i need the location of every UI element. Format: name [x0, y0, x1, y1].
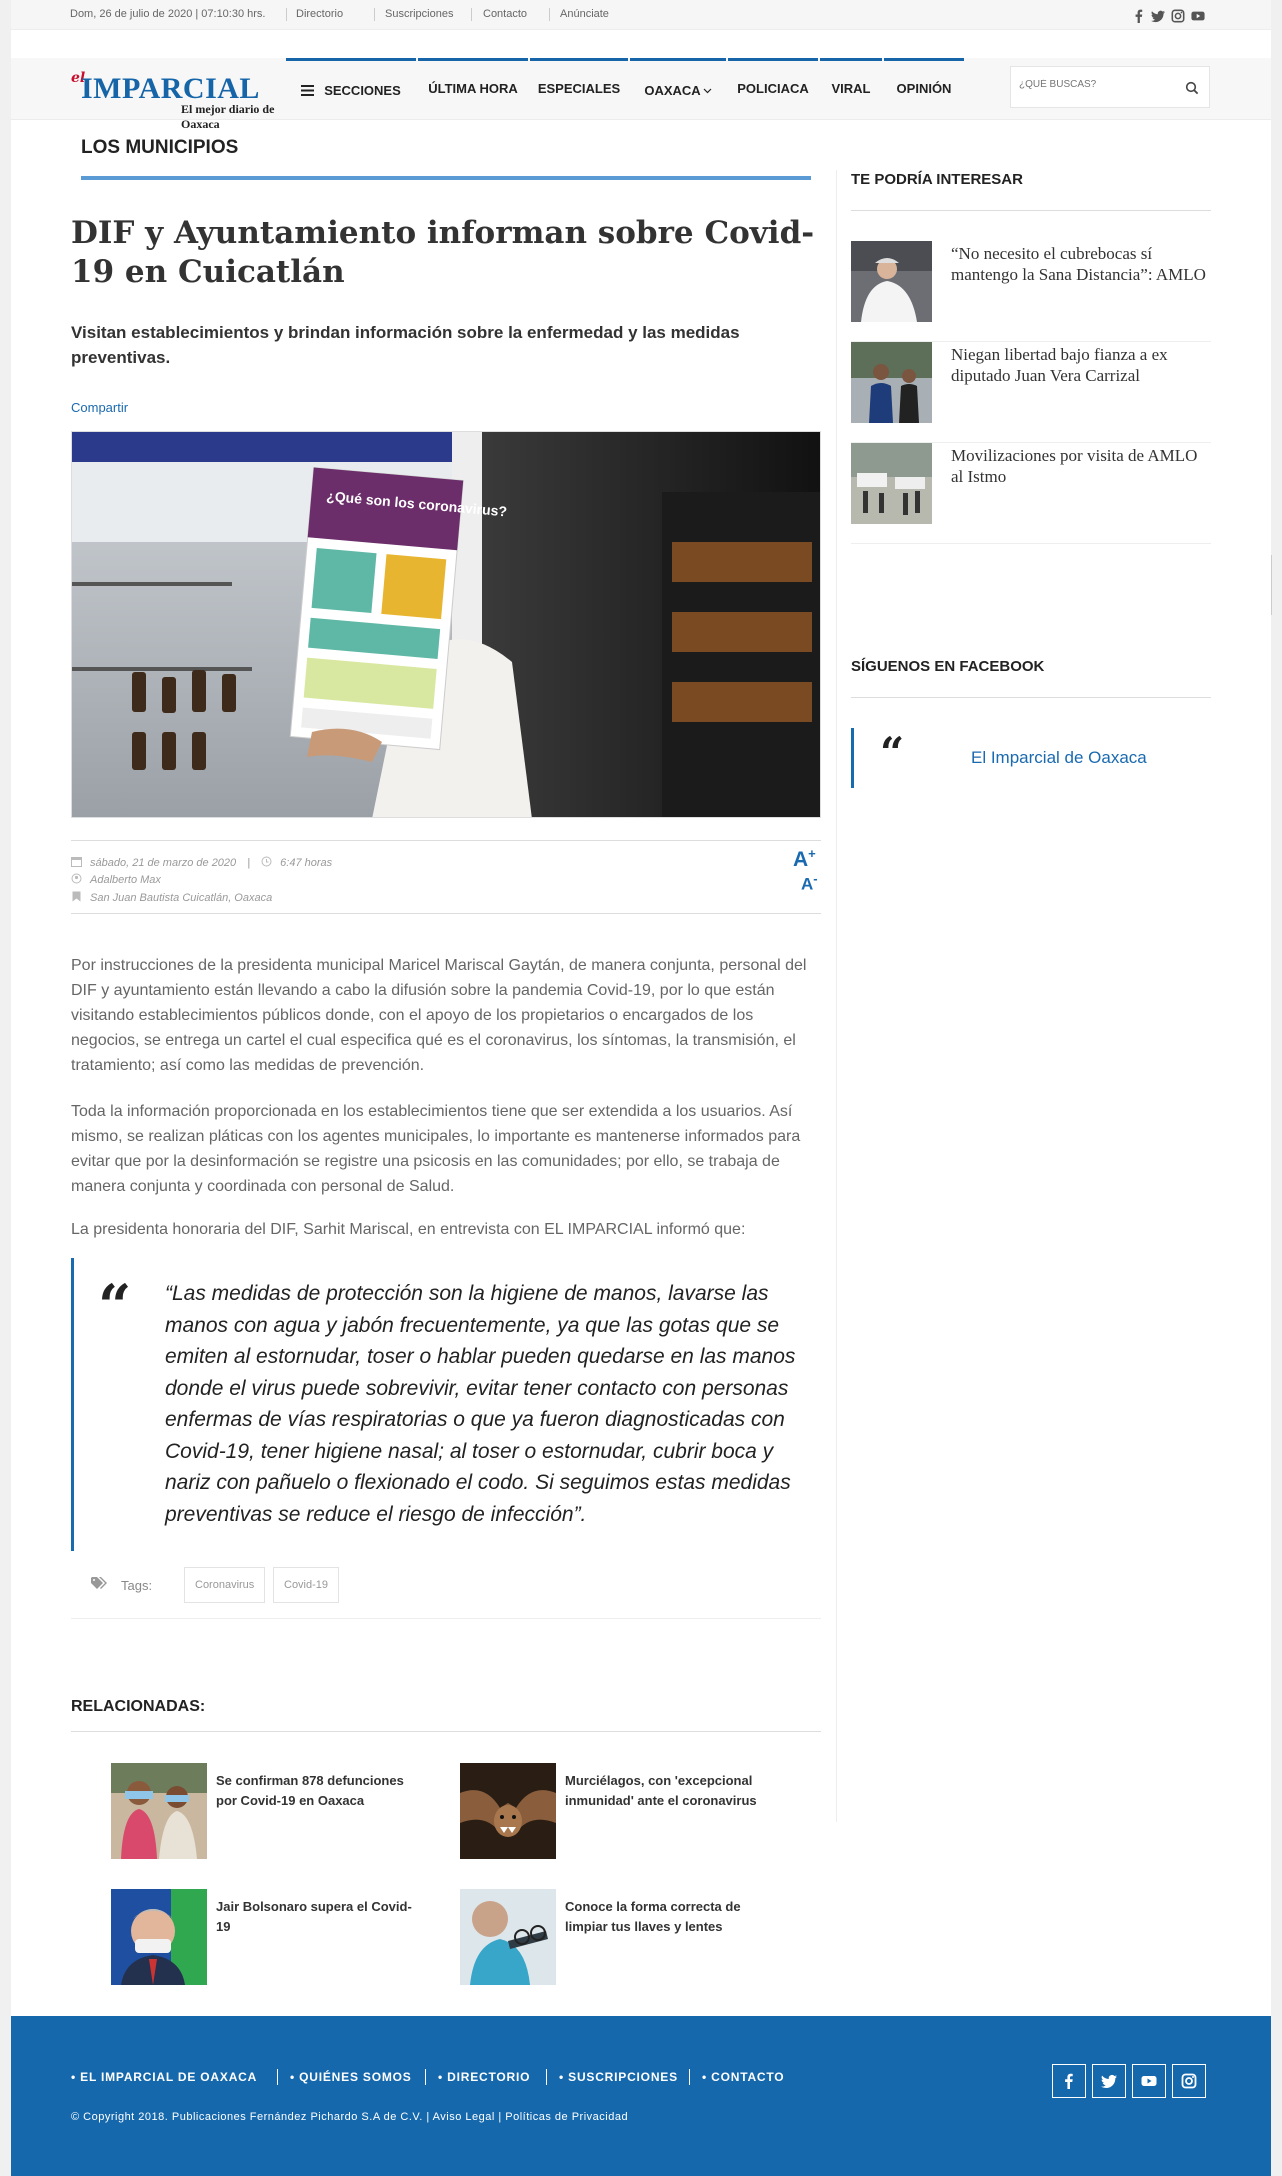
related-thumbnail-illustration [111, 1763, 207, 1859]
nav-especiales[interactable]: ESPECIALES [530, 58, 628, 120]
facebook-page-link[interactable]: El Imparcial de Oaxaca [971, 748, 1147, 767]
meta-time: 6:47 horas [280, 857, 333, 869]
related-divider [71, 1731, 821, 1732]
related-thumbnail [111, 1763, 207, 1859]
font-decrease-letter: A [801, 874, 814, 894]
instagram-icon[interactable] [1171, 9, 1185, 23]
topbar-link-anunciate[interactable]: Anúnciate [560, 8, 609, 20]
related-thumbnail [460, 1763, 556, 1859]
footer-link-label: EL IMPARCIAL DE OAXACA [80, 2070, 258, 2084]
nav-oaxaca[interactable] [630, 58, 726, 120]
search-box [1010, 66, 1210, 108]
chevron-down-icon [703, 88, 712, 94]
font-decrease-sign: - [813, 871, 818, 886]
quote-text: “Las medidas de protección son la higiene de manos, lavarse las manos con agua y jabón frecuentemente, ya que las gotas que se emiten al estornudar, toser o hablar pueden quedarse en las manos donde el virus puede sobrevivir, evitar tener contacto con personas enfermas de vías respiratorias o que ya fueron diagnosticadas con Covid-19, tener higiene nasal; al toser o estornudar, cubrir boca y nariz con pañuelo o flexionado el codo. Si seguimos estas medidas preventivas se reduce el riesgo de infección”. [165, 1282, 796, 1526]
share-link[interactable]: Compartir [71, 400, 129, 415]
sidebar-divider [851, 210, 1211, 211]
related-thumbnail [111, 1889, 207, 1985]
clock-icon [261, 856, 272, 867]
footer-link-directorio[interactable]: • DIRECTORIO [438, 2070, 531, 2084]
related-item-title: Conoce la forma correcta de limpiar tus llaves y lentes [565, 1899, 741, 1934]
meta-author: Adalberto Max [90, 874, 161, 886]
footer-youtube-button[interactable] [1132, 2064, 1166, 2098]
meta-separator: | [247, 857, 251, 869]
nav-opinion[interactable]: OPINIÓN [884, 58, 964, 120]
separator [286, 8, 287, 21]
page [11, 0, 1271, 2176]
sidebar-thumbnail [851, 241, 932, 322]
sidebar-article-title: “No necesito el cubrebocas sí mantengo la Sana Distancia”: AMLO [951, 244, 1206, 284]
quote-mark-icon: “ [880, 728, 905, 777]
related-item-title: Se confirman 878 defunciones por Covid-19 en Oaxaca [216, 1773, 404, 1808]
meta-author-row [71, 873, 161, 886]
facebook-icon[interactable] [1132, 9, 1146, 23]
sidebar-thumbnail-illustration [851, 241, 932, 322]
article-photo-illustration [72, 432, 821, 818]
article-paragraph: Toda la información proporcionada en los establecimientos tiene que ser extendida a los usuarios. Así mismo, se realizan pláticas con los agentes municipales, lo importante es mantenerse informados para evitar que por la desinformación se registre una psicosis en las comunidades; por ello, se trabaja de manera conjunta y coordinada con personal de Salud. [71, 1103, 801, 1195]
font-decrease-button[interactable] [801, 871, 818, 895]
section-title[interactable]: LOS MUNICIPIOS [81, 137, 239, 158]
tags-label: Tags: [121, 1578, 153, 1593]
twitter-icon[interactable] [1151, 9, 1165, 23]
nav-secciones[interactable] [286, 58, 416, 120]
footer-separator [425, 2069, 426, 2085]
related-item[interactable] [111, 1889, 431, 1985]
topbar-link-directorio[interactable]: Directorio [296, 8, 344, 20]
topbar-link-suscripciones[interactable]: Suscripciones [385, 8, 454, 20]
sidebar-article-title: Movilizaciones por visita de AMLO al Istmo [951, 446, 1198, 486]
footer-separator [546, 2069, 547, 2085]
page-edge-scrollbar[interactable] [1271, 555, 1282, 615]
tag-covid-19[interactable]: Covid-19 [273, 1567, 339, 1603]
article-paragraph: La presidenta honoraria del DIF, Sarhit Mariscal, en entrevista con EL IMPARCIAL informó que: [71, 1221, 746, 1238]
footer-instagram-button[interactable] [1172, 2064, 1206, 2098]
column-divider [836, 170, 837, 1822]
meta-date-time [71, 856, 332, 869]
copyright: © Copyright 2018. Publicaciones Fernández Pichardo S.A de C.V. | Aviso Legal | Políticas de Privacidad [71, 2111, 629, 2123]
footer-link-label: QUIÉNES SOMOS [299, 2070, 412, 2084]
facebook-icon [1061, 2073, 1077, 2089]
footer-twitter-button[interactable] [1092, 2064, 1126, 2098]
footer-link-label: DIRECTORIO [447, 2070, 531, 2084]
sidebar-facebook-title: SÍGUENOS EN FACEBOOK [851, 658, 1045, 675]
tags-bar [71, 1567, 821, 1619]
facebook-widget[interactable] [851, 728, 1211, 788]
related-item[interactable] [460, 1889, 780, 1985]
separator [374, 8, 375, 21]
related-item-title: Jair Bolsonaro supera el Covid-19 [216, 1899, 412, 1934]
article-photo [71, 431, 821, 818]
article-title: DIF y Ayuntamiento informan sobre Covid-19 en Cuicatlán [71, 215, 815, 290]
sidebar-thumbnail-illustration [851, 342, 932, 423]
font-size-controls [791, 846, 821, 898]
nav-secciones-label: SECCIONES [324, 83, 401, 98]
footer-link-label: CONTACTO [711, 2070, 785, 2084]
meta-date: sábado, 21 de marzo de 2020 [90, 857, 237, 869]
footer-link-suscripciones[interactable]: • SUSCRIPCIONES [559, 2070, 678, 2084]
footer-separator [689, 2069, 690, 2085]
tags-icon [91, 1577, 109, 1591]
user-icon [71, 873, 82, 884]
site-footer [11, 2016, 1271, 2176]
related-item[interactable] [111, 1763, 431, 1859]
calendar-icon [71, 856, 82, 867]
related-item[interactable] [460, 1763, 780, 1859]
meta-location: San Juan Bautista Cuicatlán, Oaxaca [90, 892, 273, 904]
logo-tagline: El mejor diario de Oaxaca [181, 102, 275, 131]
font-increase-button[interactable] [793, 846, 816, 872]
sidebar-article[interactable] [851, 443, 1211, 544]
current-date: Dom, 26 de julio de 2020 | 07:10:30 hrs. [70, 8, 266, 20]
bookmark-icon [71, 891, 82, 902]
article-paragraph: Por instrucciones de la presidenta municipal Maricel Mariscal Gaytán, de manera conjunta, personal del DIF y ayuntamiento están llevando a cabo la difusión sobre la pandemia Covid-19, por lo que están visitando establecimientos públicos donde, con el apoyo de los propietarios o encargados de los negocios, se entrega un cartel el cual especifica qué es el coronavirus, los síntomas, la transmisión, el tratamiento; así como las medidas de prevención. [71, 957, 807, 1074]
sidebar-divider [851, 697, 1211, 698]
sidebar-article-title: Niegan libertad bajo fianza a ex diputado Juan Vera Carrizal [951, 345, 1168, 385]
youtube-icon [1141, 2073, 1157, 2089]
top-bar [11, 0, 1271, 30]
logo-name: IMPARCIAL [81, 72, 260, 105]
sidebar-article[interactable] [851, 241, 1211, 342]
footer-separator [277, 2069, 278, 2085]
related-thumbnail-illustration [460, 1889, 556, 1985]
search-icon[interactable] [1185, 81, 1199, 95]
quote-mark-icon: “ [98, 1272, 132, 1340]
nav-ultima-hora[interactable]: ÚLTIMA HORA [418, 58, 528, 120]
nav-policiaca[interactable]: POLICIACA [728, 58, 818, 120]
related-thumbnail [460, 1889, 556, 1985]
hamburger-icon [301, 85, 314, 96]
nav-oaxaca-label: OAXACA [644, 83, 701, 98]
nav-viral[interactable]: VIRAL [820, 58, 882, 120]
related-thumbnail-illustration [111, 1889, 207, 1985]
separator [549, 8, 550, 21]
article-subtitle: Visitan establecimientos y brindan información sobre la enfermedad y las medidas preventivas. [71, 323, 740, 367]
related-title: RELACIONADAS: [71, 1698, 206, 1715]
footer-facebook-button[interactable] [1052, 2064, 1086, 2098]
sidebar-interest-title: TE PODRÍA INTERESAR [851, 171, 1023, 188]
site-logo[interactable] [71, 70, 281, 131]
related-thumbnail-illustration [460, 1763, 556, 1859]
site-header [11, 58, 1271, 131]
section-divider [81, 176, 811, 180]
footer-link-contacto[interactable]: • CONTACTO [702, 2070, 785, 2084]
footer-link-imparcial[interactable]: • EL IMPARCIAL DE OAXACA [71, 2070, 258, 2084]
instagram-icon [1181, 2073, 1197, 2089]
search-input[interactable] [1019, 79, 1179, 90]
meta-location-row [71, 891, 272, 904]
related-item-title: Murciélagos, con 'excepcional inmunidad' ante el coronavirus [565, 1773, 757, 1808]
poster-title: ¿Qué son los coronavirus? [325, 487, 508, 520]
font-increase-sign: + [808, 846, 816, 861]
sidebar-thumbnail [851, 443, 932, 524]
topbar-link-contacto[interactable]: Contacto [483, 8, 528, 20]
footer-link-label: SUSCRIPCIONES [568, 2070, 678, 2084]
footer-link-quienes-somos[interactable]: • QUIÉNES SOMOS [290, 2070, 412, 2084]
sidebar-thumbnail [851, 342, 932, 423]
twitter-icon [1101, 2073, 1117, 2089]
sidebar-article[interactable] [851, 342, 1211, 443]
tag-coronavirus[interactable]: Coronavirus [184, 1567, 265, 1603]
logo-prefix: el [71, 70, 86, 86]
font-increase-letter: A [793, 848, 809, 871]
blockquote [71, 1258, 821, 1551]
separator [471, 8, 472, 21]
sidebar-thumbnail-illustration [851, 443, 932, 524]
article-meta [71, 840, 821, 914]
youtube-icon[interactable] [1191, 9, 1205, 23]
